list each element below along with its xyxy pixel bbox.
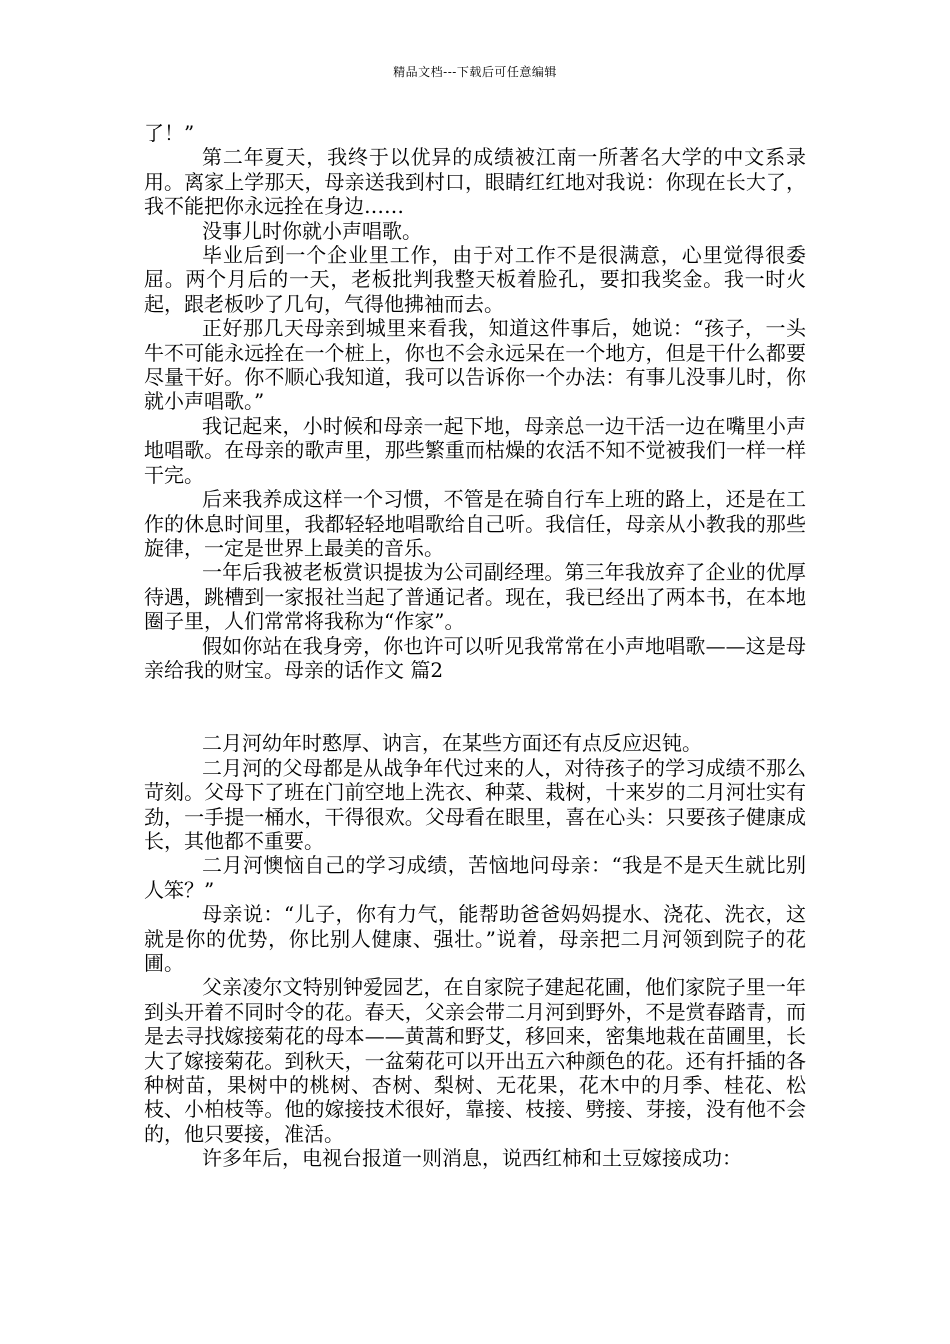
- paragraph-14: 父亲凌尔文特别钟爱园艺，在自家院子建起花圃，他们家院子里一年到头开着不同时令的花。春天，父亲会带二月河到野外，不是赏春踏青，而是去寻找嫁接菊花的母本——黄蒿和野艾，移回来，密集地栽在苗圃里，长大了嫁接菊花。到秋天，一盆菊花可以开出五六种颜色的花。还有扦插的各种树苗，果树中的桃树、杏树、梨树、无花果，花木中的月季、桂花、松枝、小柏枝等。他的嫁接技术很好，靠接、枝接、劈接、芽接，没有他不会的，他只要接，准活。: [144, 975, 806, 1146]
- paragraph-1: 了！”: [144, 121, 195, 145]
- paragraph-10: 二月河幼年时憨厚、讷言，在某些方面还有点反应迟钝。: [202, 731, 702, 756]
- page-header: 精品文档---下载后可任意编辑: [393, 65, 557, 79]
- paragraph-12: 二月河懊恼自己的学习成绩，苦恼地问母亲：“我是不是天生就比别人笨？”: [144, 853, 806, 902]
- paragraph-9: 假如你站在我身旁，你也许可以听见我常常在小声地唱歌——这是母亲给我的财宝。母亲的话作文 篇2: [144, 633, 806, 682]
- paragraph-2: 第二年夏天，我终于以优异的成绩被江南一所著名大学的中文系录用。离家上学那天，母亲送我到村口，眼睛红红地对我说：你现在长大了，我不能把你永远拴在身边……: [144, 145, 806, 219]
- paragraph-13: 母亲说：“儿子，你有力气，能帮助爸爸妈妈提水、浇花、洗衣，这就是你的优势，你比别人健康、强壮。”说着，母亲把二月河领到院子的花圃。: [144, 902, 806, 975]
- paragraph-7: 后来我养成这样一个习惯，不管是在骑自行车上班的路上，还是在工作的休息时间里，我都轻轻地唱歌给自己听。我信任，母亲从小教我的那些旋律，一定是世界上最美的音乐。: [144, 487, 806, 560]
- document-body: [144, 121, 806, 1171]
- paragraph-4: 毕业后到一个企业里工作，由于对工作不是很满意，心里觉得很委屈。两个月后的一天，老板批判我整天板着脸孔，要扣我奖金。我一时火起，跟老板吵了几句，气得他拂袖而去。: [144, 243, 806, 316]
- paragraph-11: 二月河的父母都是从战争年代过来的人，对待孩子的学习成绩不那么苛刻。父母下了班在门前空地上洗衣、种菜、栽树，十来岁的二月河壮实有劲，一手提一桶水，干得很欢。父母看在眼里，喜在心头：只要孩子健康成长，其他都不重要。: [144, 755, 806, 853]
- paragraph-3: 没事儿时你就小声唱歌。: [202, 218, 422, 243]
- section-spacer: [144, 682, 806, 731]
- paragraph-5: 正好那几天母亲到城里来看我，知道这件事后，她说：“孩子，一头牛不可能永远拴在一个桩上，你也不会永远呆在一个地方，但是干什么都要尽量干好。你不顺心我知道，我可以告诉你一个办法：有事儿没事儿时，你就小声唱歌。”: [144, 316, 806, 414]
- paragraph-8: 一年后我被老板赏识提拔为公司副经理。第三年我放弃了企业的优厚待遇，跳槽到一家报社当起了普通记者。现在，我已经出了两本书，在本地圈子里，人们常常将我称为“作家”。: [144, 560, 806, 634]
- paragraph-15: 许多年后，电视台报道一则消息，说西红柿和土豆嫁接成功：: [202, 1146, 742, 1171]
- paragraph-6: 我记起来，小时候和母亲一起下地，母亲总一边干活一边在嘴里小声地唱歌。在母亲的歌声里，那些繁重而枯燥的农活不知不觉被我们一样一样干完。: [144, 413, 806, 487]
